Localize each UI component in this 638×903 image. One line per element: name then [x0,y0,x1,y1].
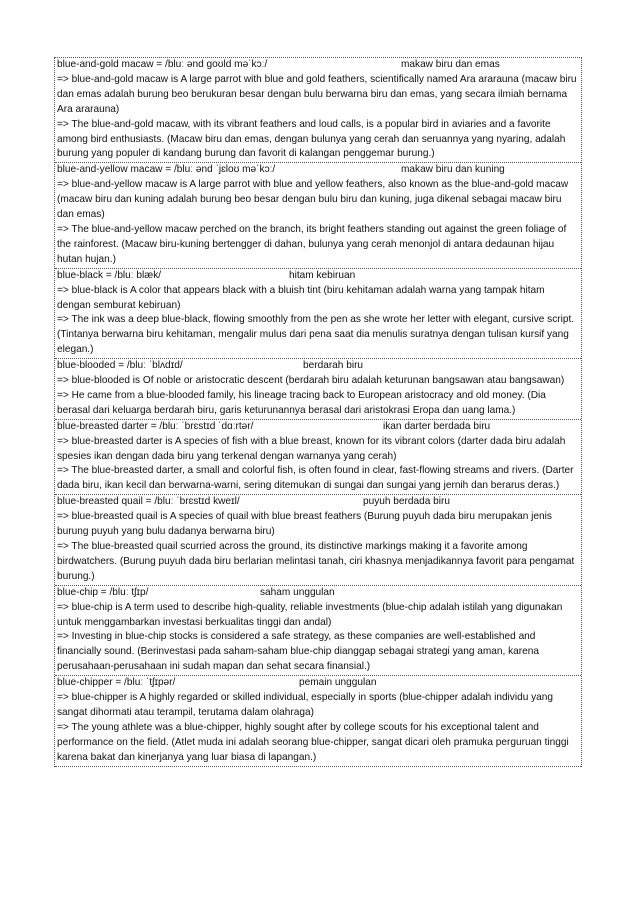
entry-blue-breasted-quail [55,495,581,585]
entry-blue-chipper [55,676,581,766]
entry-blue-breasted-darter [55,420,581,496]
example: => The blue-breasted darter, a small and colorful fish, is often found in clear, fast-flowing streams and rivers. (Darter dada biru, ikan kecil dan berwarna-warni, sering ditemukan di sungai dan sungai yang jernih dan berarus deras.) [57,465,574,492]
entry-header [57,163,579,178]
definition: => blue-chip is A term used to describe high-quality, reliable investments (blue-chip adalah istilah yang digunakan untuk menggambarkan investasi berkualitas tinggi dan andal) [57,601,563,628]
entry-header [57,420,579,435]
translation: makaw biru dan emas [401,59,500,70]
translation: pemain unggulan [299,677,377,689]
headword: blue-breasted darter = /bluː ˈbrɛstɪd ˈdɑːrtər/ [57,420,254,432]
example: => He came from a blue-blooded family, his lineage tracing back to European aristocracy and old money. (Dia berasal dari keluarga berdarah biru, garis keturunannya berasal dari aristokrasi Eropa dan uang lama.) [57,389,546,416]
translation: makaw biru dan kuning [401,164,505,176]
definition: => blue-breasted darter is A species of fish with a blue breast, known for its vibrant colors (darter dada biru adalah spesies ikan dengan dada biru yang terkenal dengan warnanya yang cerah) [57,435,566,462]
translation: hitam kebiruan [289,269,356,281]
example: => Investing in blue-chip stocks is considered a safe strategy, as these companies are well-established and financially sound. (Berinvestasi pada saham-saham blue-chip dianggap sebagai strategi yang aman, karena perusahaan-perusahaan ini sudah mapan dan sehat secara finansial.) [57,631,539,673]
definition: => blue-and-gold macaw is A large parrot with blue and gold feathers, scientifically named Ara ararauna (macaw biru dan emas adalah burung beo berukuran besar dengan bulu berwarna biru dan emas, yang secara ilmiah bernama Ara ararauna) [57,73,577,115]
definition: => blue-black is A color that appears black with a bluish tint (biru kehitaman adalah warna yang tampak hitam dengan semburat kebiruan) [57,284,545,311]
translation: ikan darter berdada biru [383,420,491,432]
translation: berdarah biru [303,360,364,372]
example: => The blue-breasted quail scurried across the ground, its distinctive markings making it a favorite among birdwatchers. (Burung puyuh dada biru berlarian melintasi tanah, ciri khasnya menjadikannya favorit para pengamat burung.) [57,541,575,582]
definition: => blue-blooded is Of noble or aristocratic descent (berdarah biru adalah keturunan bangsawan atau bangsawan) [57,375,565,387]
entry-blue-and-gold-macaw [55,58,581,163]
definition: => blue-and-yellow macaw is A large parrot with blue and yellow feathers, also known as the blue-and-gold macaw (macaw biru dan kuning adalah burung beo besar dengan bulu biru dan kuning, juga dikenal sebagai macaw biru dan emas) [57,179,569,221]
entry-blue-black [55,269,581,359]
entry-blue-and-yellow-macaw [55,163,581,268]
example: => The blue-and-yellow macaw perched on the branch, its bright feathers standing out against the green foliage of the rainforest. (Macaw biru-kuning bertengger di dahan, bulunya yang cerah menonjol di antara dedaunan hijau hutan hujan.) [57,223,567,265]
translation: puyuh berdada biru [363,496,450,508]
definition: => blue-chipper is A highly regarded or skilled individual, especially in sports (blue-chipper adalah individu yang sangat dihormati atau terampil, terutama dalam olahraga) [57,692,554,718]
headword: blue-chip = /bluː tʃɪp/ [57,586,149,598]
headword: blue-and-gold macaw = /bluː ənd goʊld məˈkɔː/ [57,59,268,70]
definition: => blue-breasted quail is A species of quail with blue breast feathers (Burung puyuh dada biru merupakan jenis burung puyuh yang bulu dadanya berwarna biru) [57,511,552,538]
entry-header [57,359,579,374]
example: => The blue-and-gold macaw, with its vibrant feathers and loud calls, is a popular bird in aviaries and a favorite among bird enthusiasts. (Macaw biru dan emas, dengan bulunya yang cerah dan seruannya yang nyaring, adalah burung yang populer di kandang burung dan favorit di kalangan penggemar burung.) [57,118,566,160]
headword: blue-breasted quail = /bluː ˈbrɛstɪd kweɪl/ [57,496,240,508]
headword: blue-blooded = /bluː ˈblʌdɪd/ [57,360,183,372]
headword: blue-chipper = /bluː ˈtʃɪpər/ [57,677,176,689]
example: => The young athlete was a blue-chipper, highly sought after by college scouts for his exceptional talent and performance on the field. (Atlet muda ini adalah seorang blue-chipper, sangat dicari oleh pramuka perguruan tinggi karena bakat dan kinerjanya yang luar biasa di lapangan.) [57,721,569,763]
example: => The ink was a deep blue-black, flowing smoothly from the pen as she wrote her letter with elegant, cursive script. (Tintanya berwarna biru kehitaman, mengalir mulus dari pena saat dia menulis suratnya dengan tulisan kursif yang elegan.) [57,314,575,356]
entry-header [57,269,579,284]
entry-blue-blooded [55,359,581,420]
translation: saham unggulan [260,586,335,598]
entry-header [57,58,579,73]
entry-header [57,676,579,691]
headword: blue-black = /bluː blæk/ [57,269,162,281]
vocabulary-table [54,57,582,767]
entry-blue-chip [55,586,581,676]
entry-header [57,586,579,601]
entry-header [57,495,579,510]
headword: blue-and-yellow macaw = /bluː ənd ˈjɛloʊ məˈkɔː/ [57,164,276,176]
